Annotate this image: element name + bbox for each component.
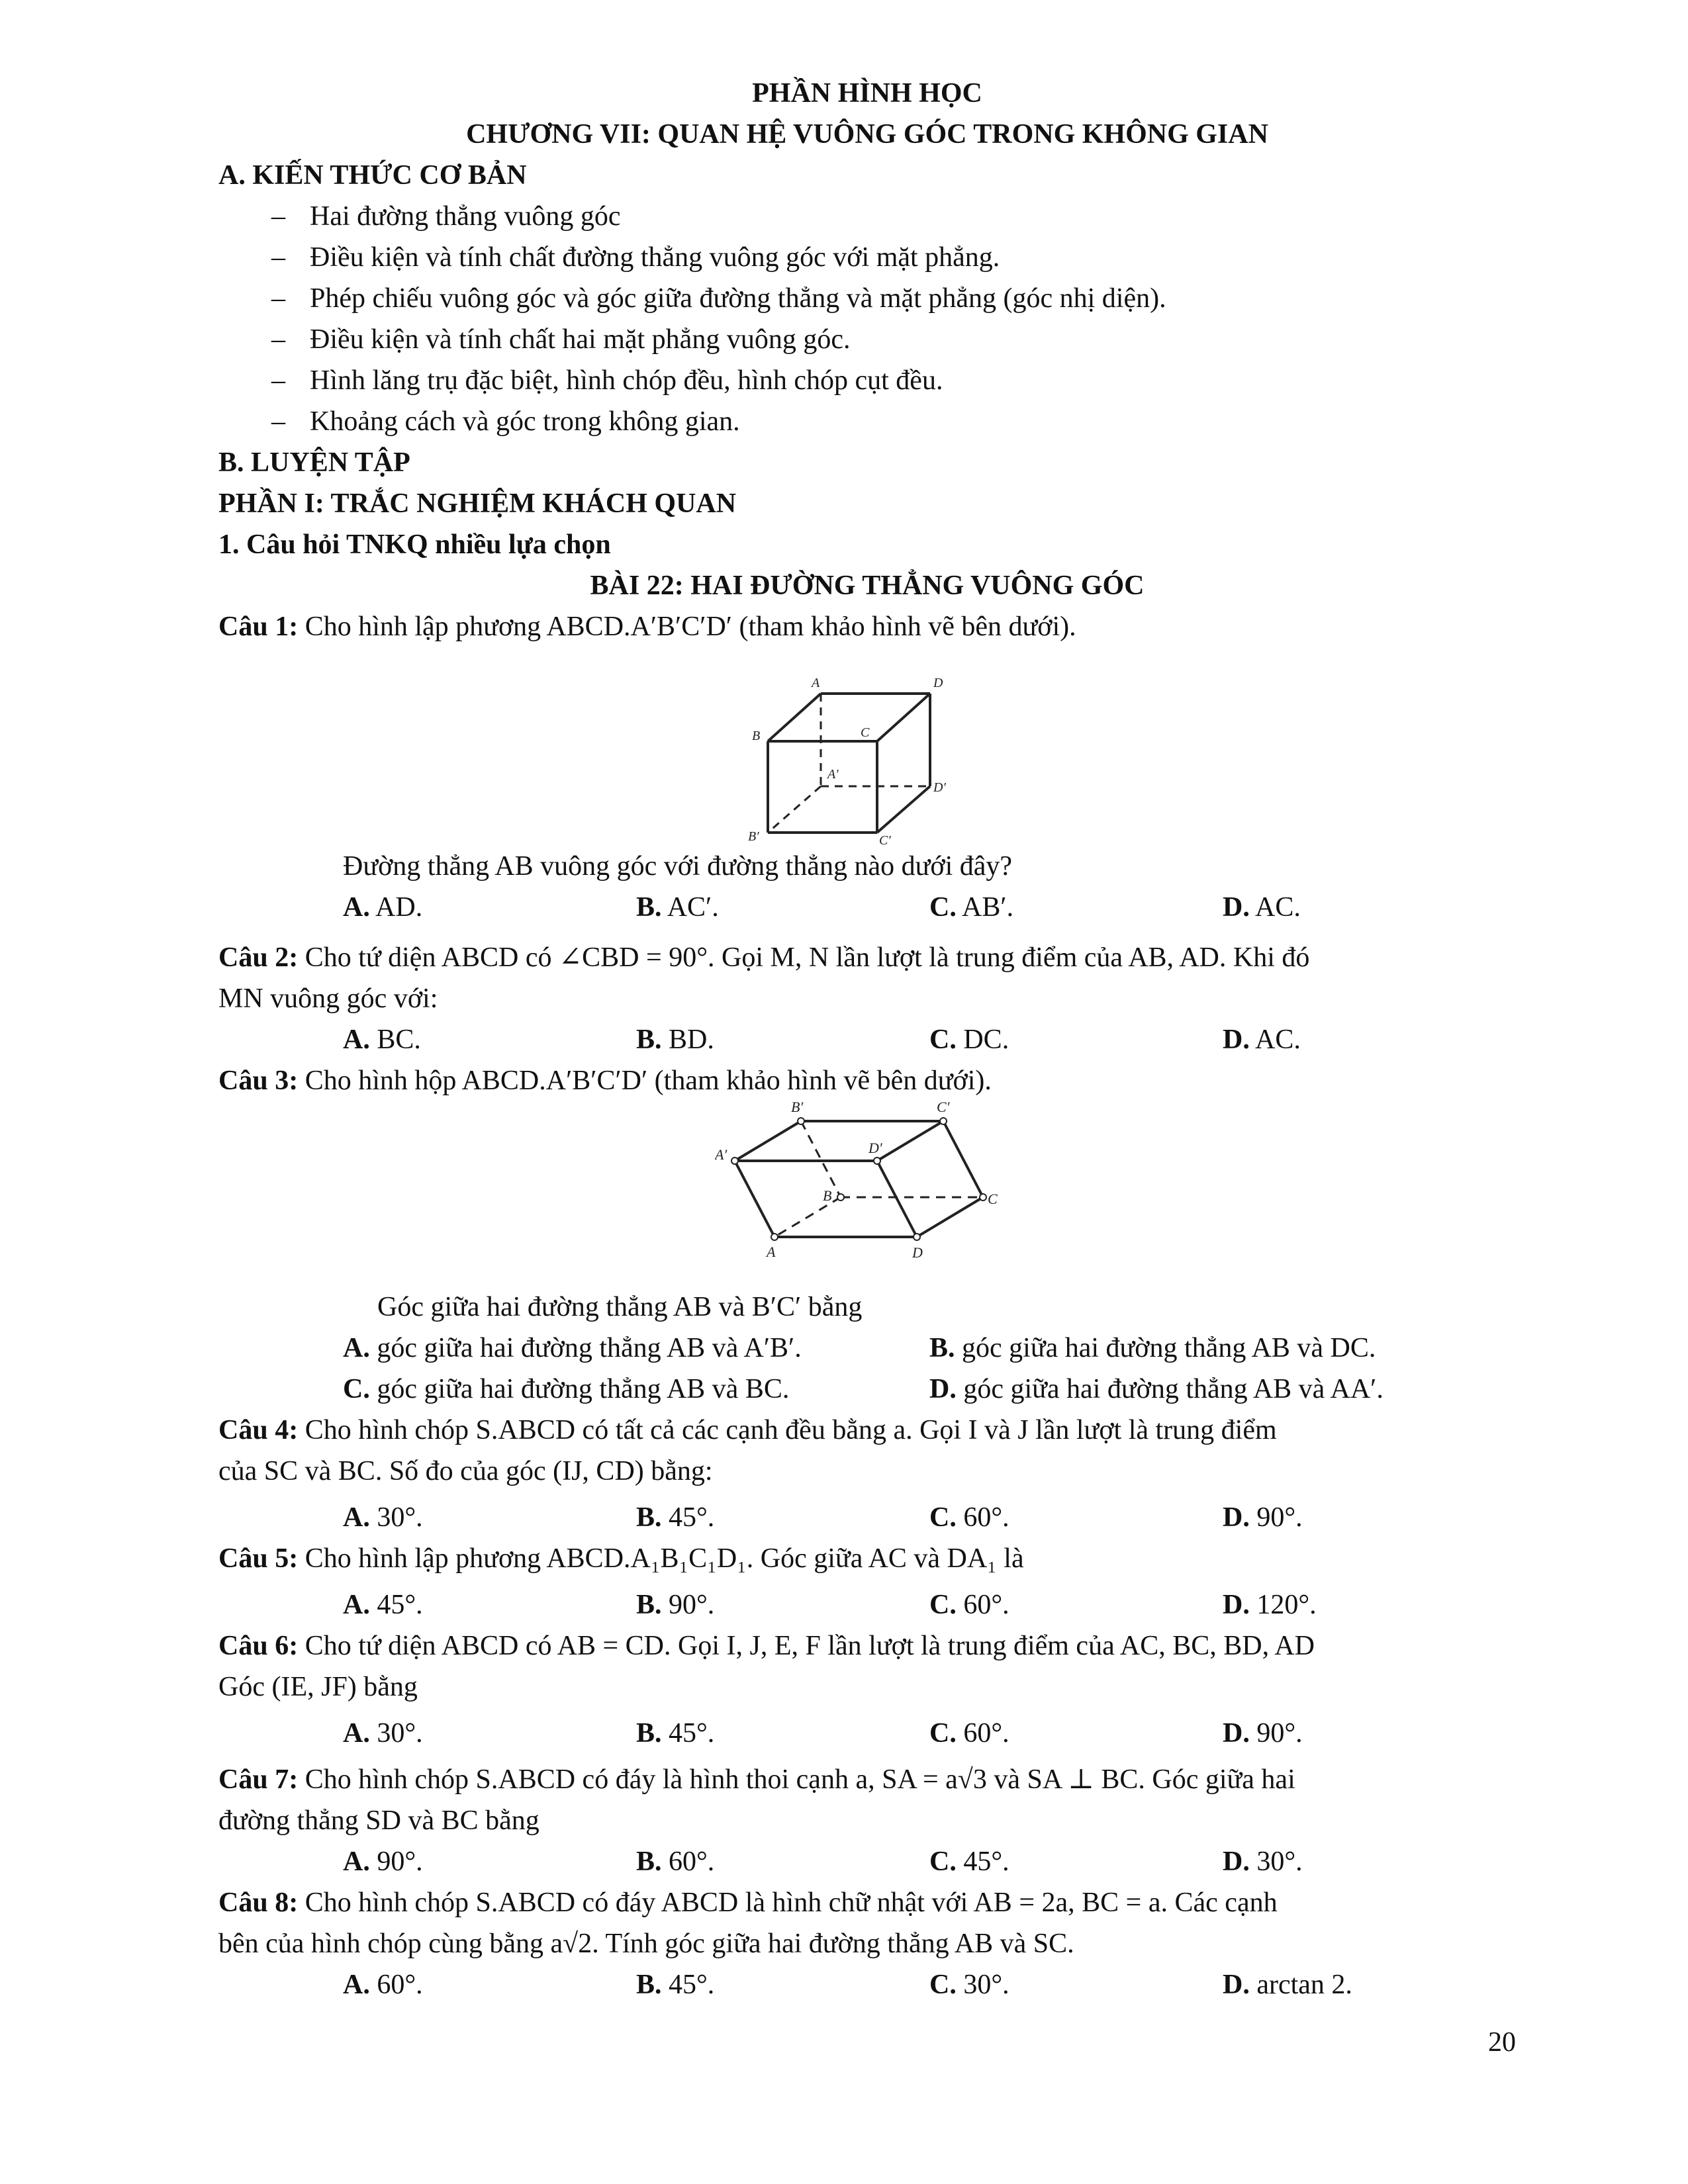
box-figure	[715, 1101, 1019, 1287]
option-a: A. 90°.	[343, 1846, 423, 1877]
question-7-options	[218, 1841, 1516, 1882]
question-2: Câu 2: Cho tứ diện ABCD có ∠CBD = 90°. Gọi M, N lần lượt là trung điểm của AB, AD. Khi đó	[218, 942, 1310, 973]
option-a: A. 60°.	[343, 1970, 423, 2000]
list-item: – Điều kiện và tính chất hai mặt phẳng vuông góc.	[271, 324, 851, 355]
cube-label: D′	[933, 780, 946, 795]
list-item: – Hình lăng trụ đặc biệt, hình chóp đều, hình chóp cụt đều.	[271, 365, 943, 396]
question-8-line2: bên của hình chóp cùng bằng a√2. Tính góc giữa hai đường thẳng AB và SC.	[218, 1929, 1074, 1959]
question-6-options	[218, 1713, 1516, 1754]
option-a: A. 30°.	[343, 1718, 423, 1749]
question-4: Câu 4: Cho hình chóp S.ABCD có tất cả các cạnh đều bằng a. Gọi I và J lần lượt là trung điểm	[218, 1415, 1277, 1445]
option-a: A. 30°.	[343, 1502, 423, 1533]
question-7: Câu 7: Cho hình chóp S.ABCD có đáy là hình thoi cạnh a, SA = a√3 và SA ⊥ BC. Góc giữa hai	[218, 1764, 1295, 1795]
option-b: B. 45°.	[636, 1502, 715, 1533]
box-label: B	[823, 1187, 832, 1204]
box-label: A	[767, 1244, 776, 1260]
option-d: D. góc giữa hai đường thẳng AB và AA′.	[929, 1374, 1383, 1404]
document-page	[218, 73, 1516, 2005]
cube-label: C′	[879, 833, 891, 846]
question-1: Câu 1: Cho hình lập phương ABCD.A′B′C′D′ (tham khảo hình vẽ bên dưới).	[218, 612, 1076, 642]
list-item: – Phép chiếu vuông góc và góc giữa đường thẳng và mặt phẳng (góc nhị diện).	[271, 283, 1166, 314]
question-5: Câu 5: Cho hình lập phương ABCD.A₁B₁C₁D₁. Góc giữa AC và DA₁ là	[218, 1543, 1024, 1574]
option-d: D. 120°.	[1223, 1590, 1317, 1620]
cube-figure	[748, 647, 986, 846]
question-1-options	[218, 887, 1516, 928]
question-4-line2: của SC và BC. Số đo của góc (IJ, CD) bằng:	[218, 1456, 713, 1486]
question-4-options	[218, 1497, 1516, 1538]
option-a: A. 45°.	[343, 1590, 423, 1620]
option-c: C. 60°.	[929, 1590, 1009, 1620]
option-b: B. AC′.	[636, 892, 719, 923]
option-d: D. 90°.	[1223, 1718, 1303, 1749]
sub1-title: 1. Câu hỏi TNKQ nhiều lựa chọn	[218, 529, 611, 560]
option-d: D. AC.	[1223, 892, 1301, 923]
question-1-prompt: Đường thẳng AB vuông góc với đường thẳng nào dưới đây?	[343, 851, 1013, 882]
box-label: B′	[791, 1101, 804, 1115]
option-c: C. 60°.	[929, 1718, 1009, 1749]
list-item: – Khoảng cách và góc trong không gian.	[271, 406, 740, 437]
option-b: B. 60°.	[636, 1846, 715, 1877]
part-title: PHẦN HÌNH HỌC	[752, 78, 982, 109]
part1-title: PHẦN I: TRẮC NGHIỆM KHÁCH QUAN	[218, 488, 737, 519]
question-2-line2: MN vuông góc với:	[218, 983, 438, 1014]
cube-label: A′	[827, 767, 839, 782]
section-a-title: A. KIẾN THỨC CƠ BẢN	[218, 160, 527, 191]
question-3-options-row1	[218, 1328, 1516, 1369]
box-label: C′	[937, 1101, 950, 1115]
question-6: Câu 6: Cho tứ diện ABCD có AB = CD. Gọi I, J, E, F lần lượt là trung điểm của AC, BC, BD, AD	[218, 1631, 1315, 1661]
option-c: C. góc giữa hai đường thẳng AB và BC.	[343, 1374, 790, 1404]
box-label: C	[988, 1191, 998, 1207]
question-2-options	[218, 1019, 1516, 1060]
option-d: D. 90°.	[1223, 1502, 1303, 1533]
cube-label: A	[812, 676, 820, 690]
question-8-options	[218, 1964, 1516, 2005]
question-3-prompt: Góc giữa hai đường thẳng AB và B′C′ bằng	[377, 1292, 863, 1322]
box-label: D	[912, 1244, 923, 1261]
cube-label: B	[752, 729, 761, 743]
option-c: C. AB′.	[929, 892, 1014, 923]
question-7-line2: đường thẳng SD và BC bằng	[218, 1805, 539, 1836]
chapter-title: CHƯƠNG VII: QUAN HỆ VUÔNG GÓC TRONG KHÔNG GIAN	[466, 119, 1268, 150]
option-b: B. 45°.	[636, 1718, 715, 1749]
list-item: – Điều kiện và tính chất đường thẳng vuông góc với mặt phẳng.	[271, 242, 1000, 273]
cube-label: C	[861, 725, 870, 740]
question-8: Câu 8: Cho hình chóp S.ABCD có đáy ABCD là hình chữ nhật với AB = 2a, BC = a. Các cạnh	[218, 1888, 1278, 1918]
option-d: D. AC.	[1223, 1024, 1301, 1055]
box-label: D′	[868, 1140, 882, 1156]
question-5-options	[218, 1584, 1516, 1625]
page-number: 20	[1488, 2027, 1516, 2058]
section-b-title: B. LUYỆN TẬP	[218, 447, 410, 478]
question-3-options-row2	[218, 1369, 1516, 1410]
section-a-list	[218, 196, 1516, 442]
question-3: Câu 3: Cho hình hộp ABCD.A′B′C′D′ (tham khảo hình vẽ bên dưới).	[218, 1066, 992, 1096]
box-label: A′	[715, 1146, 727, 1163]
option-c: C. 30°.	[929, 1970, 1009, 2000]
option-c: C. 45°.	[929, 1846, 1009, 1877]
option-a: A. BC.	[343, 1024, 421, 1055]
list-item: – Hai đường thẳng vuông góc	[271, 201, 621, 232]
option-d: D. arctan 2.	[1223, 1970, 1352, 2000]
option-b: B. BD.	[636, 1024, 714, 1055]
cube-label: B′	[748, 829, 759, 844]
option-d: D. 30°.	[1223, 1846, 1303, 1877]
option-b: B. góc giữa hai đường thẳng AB và DC.	[929, 1333, 1376, 1363]
cube-label: D	[933, 676, 943, 690]
option-c: C. DC.	[929, 1024, 1009, 1055]
option-b: B. 45°.	[636, 1970, 715, 2000]
option-a: A. góc giữa hai đường thẳng AB và A′B′.	[343, 1333, 802, 1363]
question-6-line2: Góc (IE, JF) bằng	[218, 1672, 418, 1702]
option-b: B. 90°.	[636, 1590, 715, 1620]
option-c: C. 60°.	[929, 1502, 1009, 1533]
option-a: A. AD.	[343, 892, 423, 923]
lesson-title: BÀI 22: HAI ĐƯỜNG THẲNG VUÔNG GÓC	[590, 570, 1145, 601]
